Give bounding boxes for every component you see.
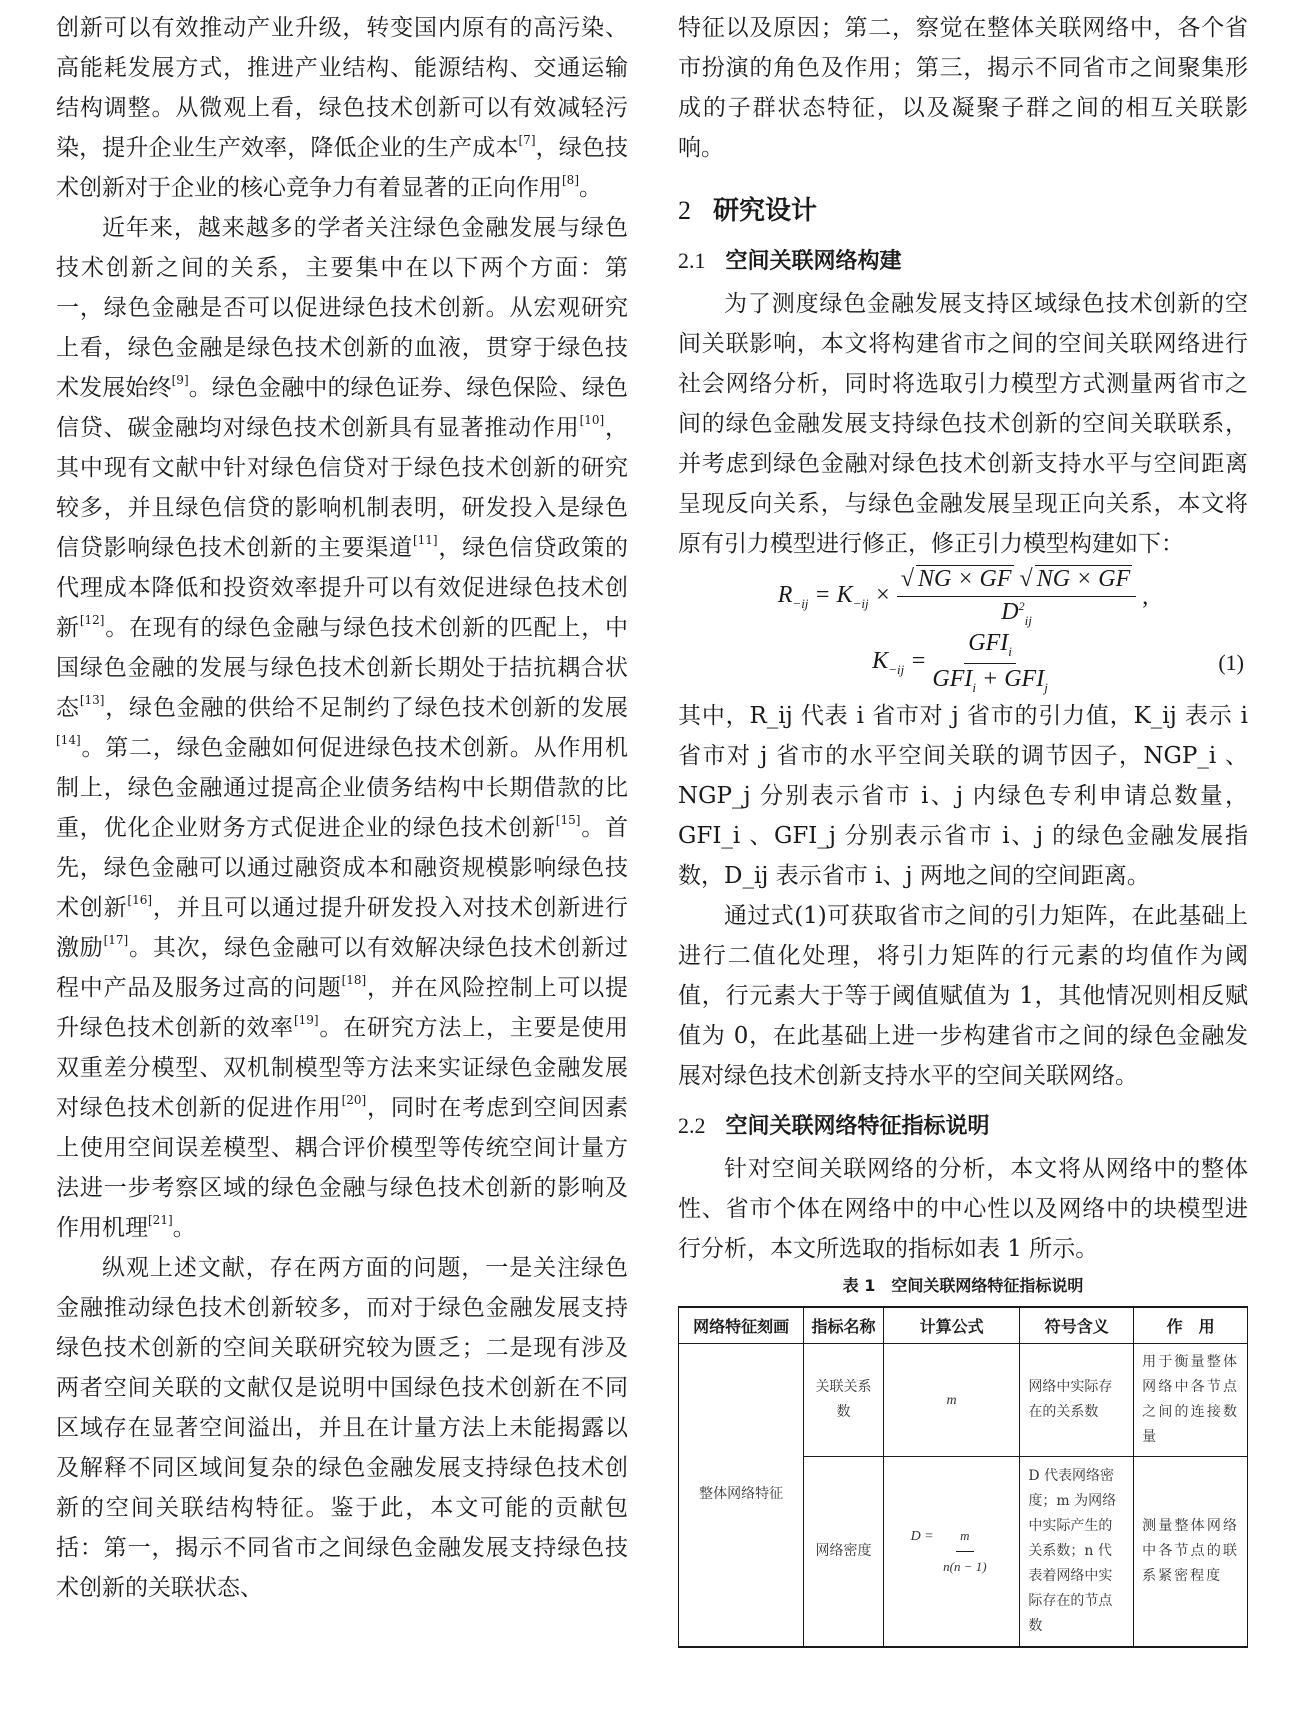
table-cell xyxy=(883,1457,1020,1647)
text-run: 。其次，绿色金融可以有效解决绿色技术创新过程中产品及服务过高的问题 xyxy=(56,935,629,1001)
citation: [16] xyxy=(127,893,153,907)
table-caption: 表 1 空间关联网络特征指标说明 xyxy=(842,1276,1084,1295)
section-heading xyxy=(678,190,1248,227)
paragraph xyxy=(56,208,628,1248)
section-title: 研究设计 xyxy=(713,196,818,226)
table-header-row xyxy=(679,1307,1248,1344)
paragraph: 通过式(1)可获取省市之间的引力矩阵，在此基础上进行二值化处理，将引力矩阵的行元素的均值作为阈值，行元素大于等于阈值赋值为 1，其他情况则相反赋值为 0，在此基础上进一步构建省市之间的绿色金融发展对绿色技术创新支持水平的空间关联网络。 xyxy=(678,903,1248,1089)
paragraph: 其中，R_ij 代表 i 省市对 j 省市的引力值，K_ij 表示 i 省市对 j 省市的水平空间关联的调节因子，NGP_i 、NGP_j 分别表示省市 i、j 内绿色专利申请总数量，GFI_i 、GFI_j 分别表示省市 i、j 的绿色金融发展指数，D_ij 表示省市 i、j 两地之间的空间距离。 xyxy=(678,703,1248,889)
table-cell: 关联关系数 xyxy=(804,1344,884,1457)
citation: [18] xyxy=(341,973,367,987)
table-row xyxy=(679,1344,1248,1457)
subsection-title: 空间关联网络构建 xyxy=(725,249,902,274)
paragraph: 特征以及原因；第二，察觉在整体关联网络中，各个省市扮演的角色及作用；第三，揭示不同省市之间聚集形成的子群状态特征，以及凝聚子群之间的相互关联影响。 xyxy=(678,15,1248,161)
equation-adjust-factor: $K_{-ij}$ = $\frac{GFI_i}{GFI_i + GFI_j}$ (1) xyxy=(872,630,1244,695)
citation: [10] xyxy=(579,413,605,427)
citation: [12] xyxy=(79,613,105,627)
formula-denominator: n(n − 1) xyxy=(943,1559,987,1575)
citation: [17] xyxy=(103,933,129,947)
table-cell: m xyxy=(883,1344,1020,1457)
text-run: 。在研究方法上，主要是使用双重差分模型、双机制模型等方法来实证绿色金融发展对绿色技术创新的促进作用 xyxy=(56,1015,629,1121)
text-run: ，同时在考虑到空间因素上使用空间误差模型、耦合评价模型等传统空间计量方法进一步考察区域的绿色金融与绿色技术创新的影响及作用机理 xyxy=(56,1095,629,1241)
table-header: 网络特征刻画 xyxy=(679,1307,804,1344)
table-header: 指标名称 xyxy=(804,1307,884,1344)
text-run: 。在现有的绿色金融与绿色技术创新的匹配上，中国绿色金融的发展与绿色技术创新长期处于拮抗耦合状态 xyxy=(56,615,629,721)
paragraph xyxy=(56,8,628,208)
text-run: ，绿色技术创新对于企业的核心竞争力有着显著的正向作用 xyxy=(56,135,628,201)
text-run: ，其中现有文献中针对绿色信贷对于绿色技术创新的研究较多，并且绿色信贷的影响机制表明，研发投入是绿色信贷影响绿色技术创新的主要渠道 xyxy=(56,415,629,561)
indicator-table xyxy=(678,1306,1248,1648)
subsection-title: 空间关联网络特征指标说明 xyxy=(725,1114,990,1139)
paragraph: 为了测度绿色金融发展支持区域绿色技术创新的空间关联影响，本文将构建省市之间的空间关联网络进行社会网络分析，同时将选取引力模型方式测量两省市之间的绿色金融发展支持绿色技术创新的空间关联联系，并考虑到绿色金融对绿色技术创新支持水平与空间距离呈现反向关系，与绿色金融发展呈现正向关系，本文将原有引力模型进行修正，修正引力模型构建如下： xyxy=(678,291,1248,557)
left-column xyxy=(56,8,628,1608)
text-run: 。第二，绿色金融如何促进绿色技术创新。从作用机制上，绿色金融通过提高企业债务结构中长期借款的比重，优化企业财务方式促进企业的绿色技术创新 xyxy=(56,735,628,841)
citation: [11] xyxy=(412,533,438,547)
table-cell: 网络中实际存在的关系数 xyxy=(1020,1344,1134,1457)
text-run: 。 xyxy=(579,175,602,201)
citation: [13] xyxy=(79,693,105,707)
table-header: 计算公式 xyxy=(883,1307,1020,1344)
equation-number: (1) xyxy=(1218,650,1244,675)
equation-gravity: $R_{-ij} = K_{-ij}$ × $\frac{√ NG \times GF √ NG \times GF}{D^2_{ij}}$ , xyxy=(777,565,1149,628)
table-cell: 用于衡量整体网络中各节点之间的连接数量 xyxy=(1134,1344,1248,1457)
text-run: 。首先，绿色金融可以通过融资成本和融资规模影响绿色技术创新 xyxy=(56,815,629,921)
citation: [19] xyxy=(293,1013,319,1027)
table-header: 作 用 xyxy=(1134,1307,1248,1344)
paragraph: 针对空间关联网络的分析，本文将从网络中的整体性、省市个体在网络中的中心性以及网络中的块模型进行分析，本文所选取的指标如表 1 所示。 xyxy=(678,1156,1248,1262)
text-run: ，绿色金融的供给不足制约了绿色技术创新的发展 xyxy=(104,695,629,721)
text-run: 创新可以有效推动产业升级，转变国内原有的高污染、高能耗发展方式，推进产业结构、能源结构、交通运输结构调整。从微观上看，绿色技术创新可以有效减轻污染，提升企业生产效率，降低企业的生产成本 xyxy=(56,15,628,161)
text-run: 。 xyxy=(172,1215,196,1241)
citation: [20] xyxy=(341,1093,367,1107)
citation: [14] xyxy=(56,733,81,747)
citation: [9] xyxy=(171,373,189,387)
table-cell: 网络密度 xyxy=(804,1457,884,1647)
section-number: 2 xyxy=(678,196,691,225)
formula-lhs: D = xyxy=(910,1529,934,1545)
subsection-number: 2.1 xyxy=(678,248,706,273)
table-cell: D 代表网络密度；m 为网络中实际产生的关系数；n 代表着网络中实际存在的节点数 xyxy=(1020,1457,1134,1647)
citation: [21] xyxy=(148,1213,173,1227)
paragraph: 纵观上述文献，存在两方面的问题，一是关注绿色金融推动绿色技术创新较多，而对于绿色金融发展支持绿色技术创新的空间关联研究较为匮乏；二是现有涉及两者空间关联的文献仅是说明中国绿色技术创新在不同区域存在显著空间溢出，并且在计量方法上未能揭露以及解释不同区域间复杂的绿色金融发展支持绿色技术创新的空间关联结构特征。鉴于此，本文可能的贡献包括：第一，揭示不同省市之间绿色金融发展支持绿色技术创新的关联状态、 xyxy=(56,1255,628,1601)
citation: [15] xyxy=(555,813,581,827)
formula-fraction xyxy=(943,1523,986,1579)
citation: [7] xyxy=(518,133,536,147)
text-run: 近年来，越来越多的学者关注绿色金融发展与绿色技术创新之间的关系，主要集中在以下两个方面：第一，绿色金融是否可以促进绿色技术创新。从宏观研究上看，绿色金融是绿色技术创新的血液，贯穿于绿色技术发展始终 xyxy=(56,215,628,401)
citation: [8] xyxy=(562,173,579,187)
text-run: 。绿色金融中的绿色证券、绿色保险、绿色信贷、碳金融均对绿色技术创新具有显著推动作用 xyxy=(56,375,628,441)
subsection-heading xyxy=(678,1106,1248,1147)
table-cell: 整体网络特征 xyxy=(679,1344,804,1647)
table-header: 符号含义 xyxy=(1020,1307,1134,1344)
text-run: ，并在风险控制上可以提升绿色技术创新的效率 xyxy=(56,975,629,1041)
text-run: ，绿色信贷政策的代理成本降低和投资效率提升可以有效促进绿色技术创新 xyxy=(56,535,629,641)
subsection-heading xyxy=(678,241,1248,282)
text-run: ，并且可以通过提升研发投入对技术创新进行激励 xyxy=(56,895,629,961)
subsection-number: 2.2 xyxy=(678,1113,706,1138)
right-column xyxy=(678,8,1248,1648)
table-cell: 测量整体网络中各节点的联系紧密程度 xyxy=(1134,1457,1248,1647)
formula-numerator: m xyxy=(956,1523,973,1552)
